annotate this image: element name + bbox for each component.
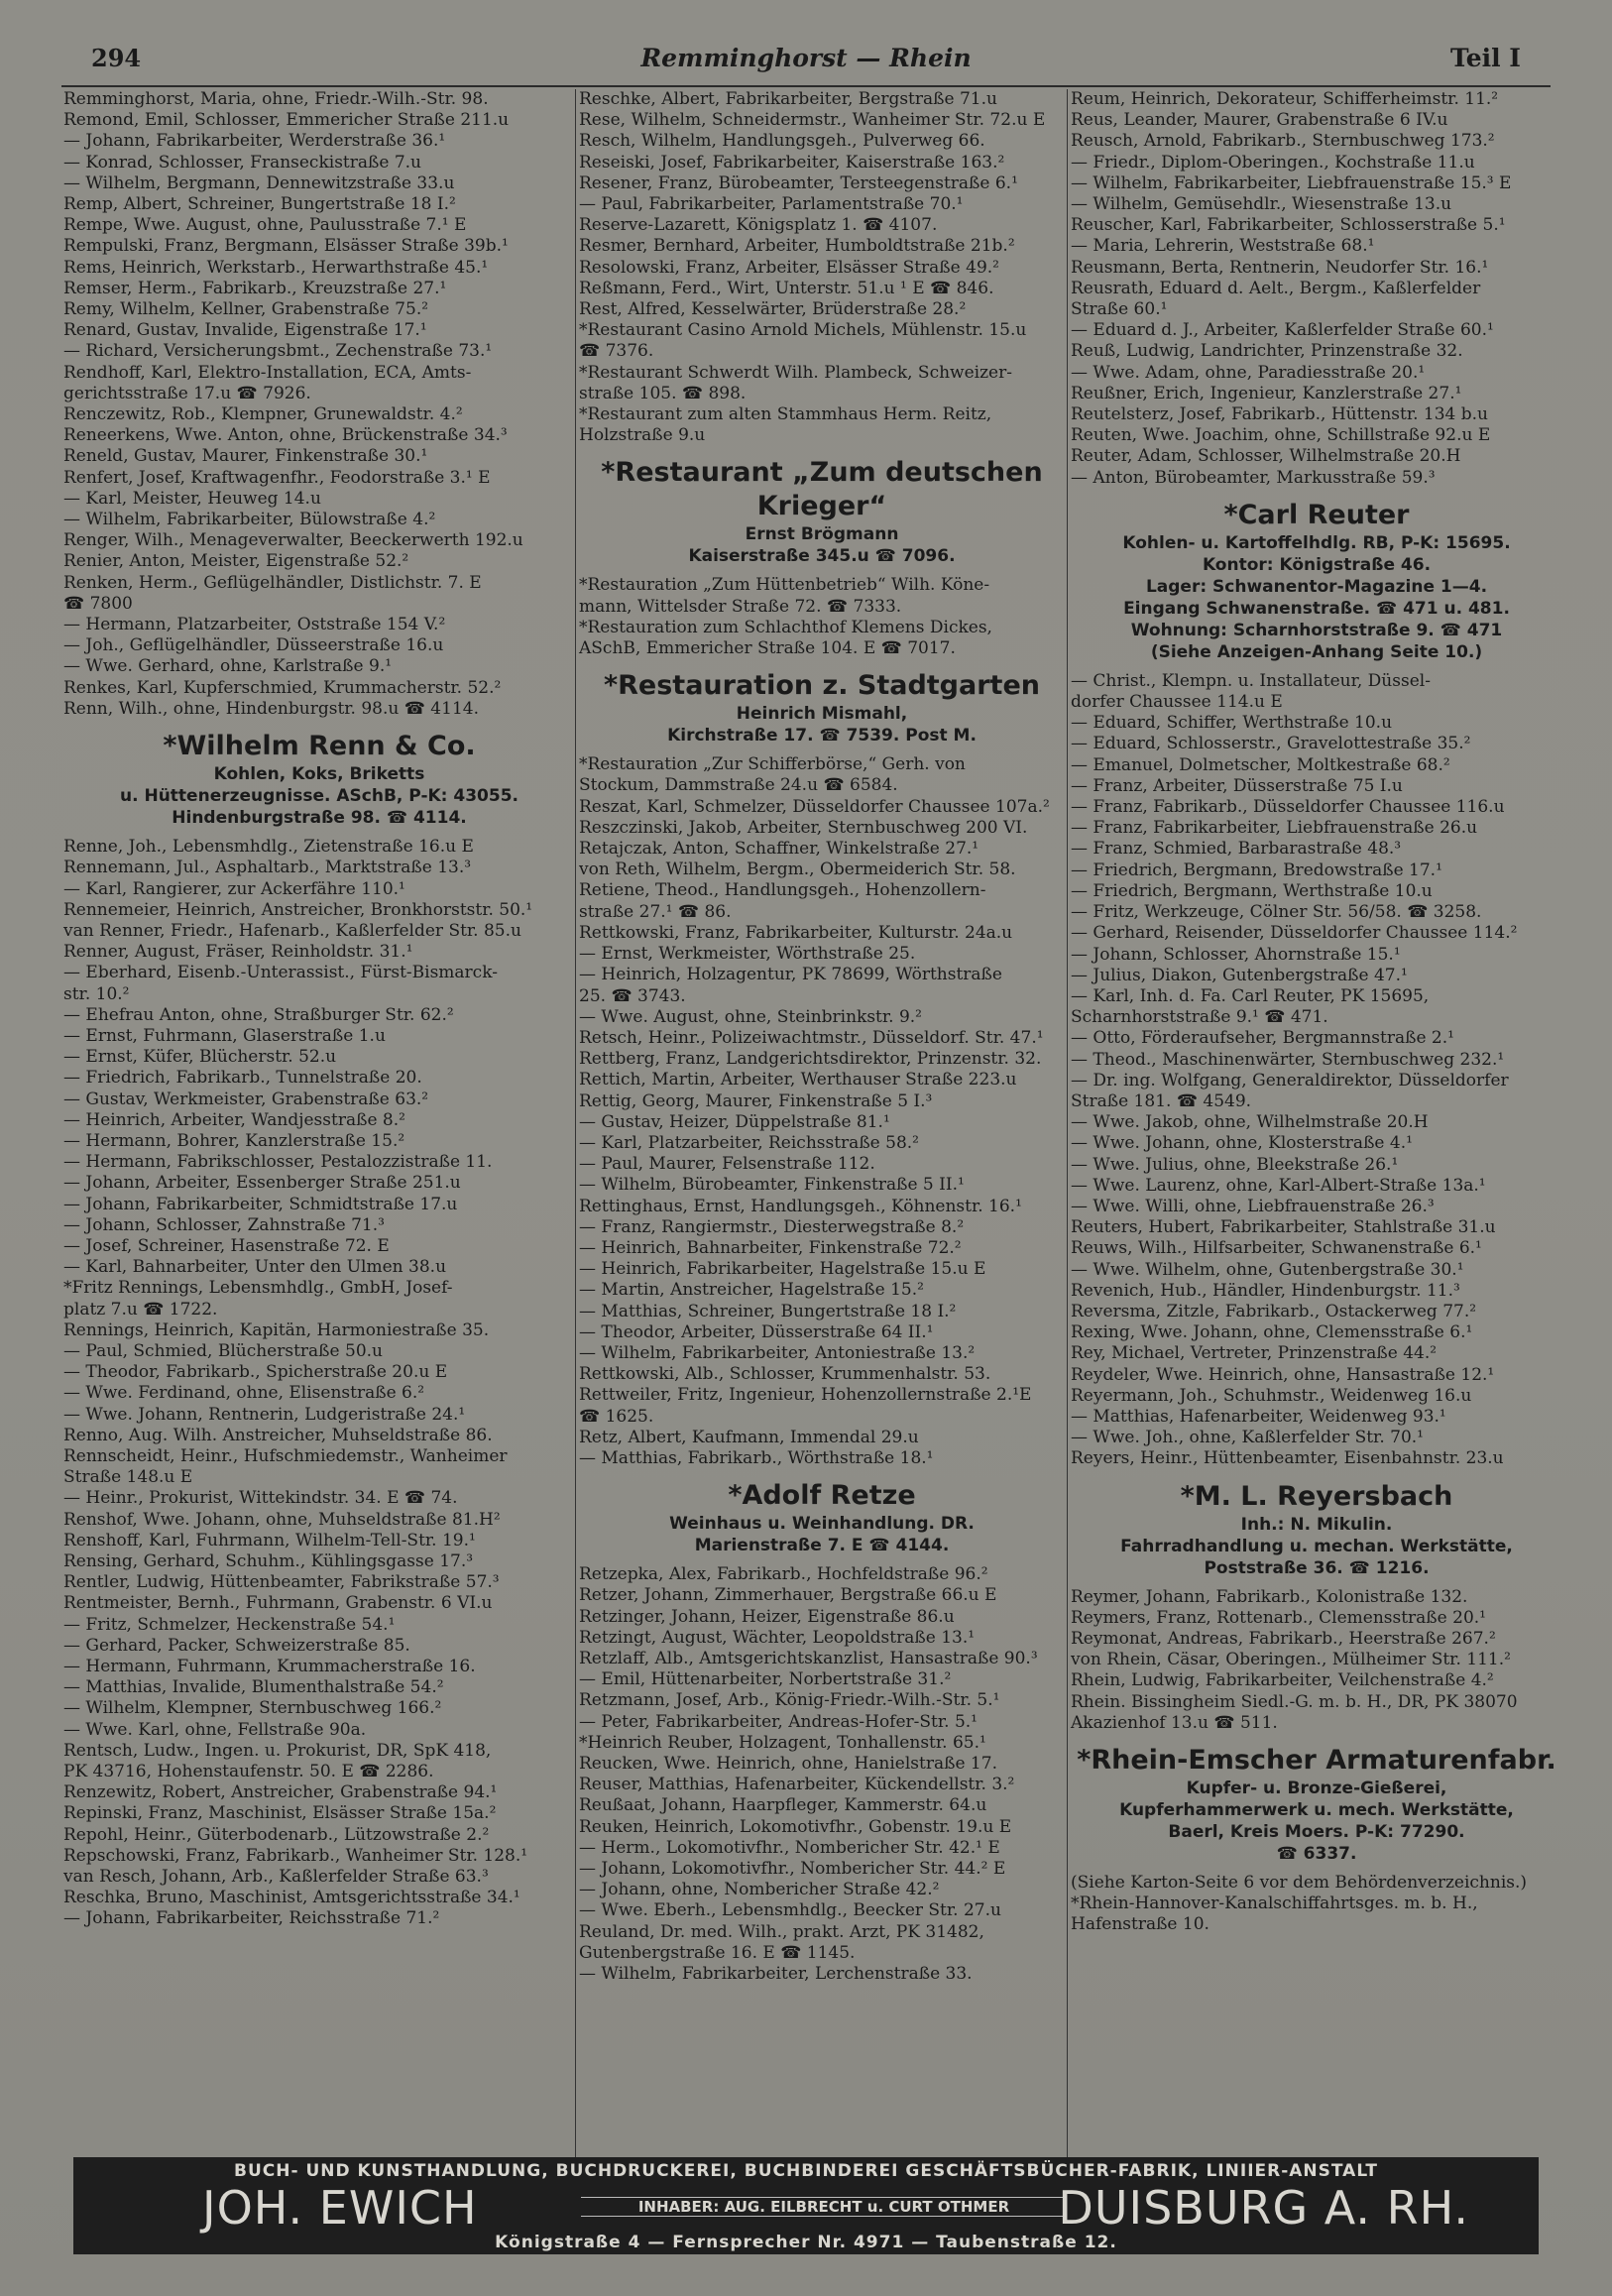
advertisement-line: u. Hüttenerzeugnisse. ASchB, P-K: 43055. xyxy=(120,786,518,807)
advertisement-box xyxy=(577,456,1067,567)
directory-entry: — Johann, Schlosser, Ahornstraße 15.¹ xyxy=(1071,944,1401,965)
directory-entry: — Hermann, Platzarbeiter, Oststraße 154 V.² xyxy=(63,615,446,635)
advertisement-line: Kohlen, Koks, Briketts xyxy=(213,764,425,785)
directory-entry: — Wwe. Adam, ohne, Paradiesstraße 20.¹ xyxy=(1071,362,1426,383)
advertisement-line: Heinrich Mismahl, xyxy=(736,704,908,725)
directory-entry: Rettweiler, Fritz, Ingenieur, Hohenzollernstraße 2.¹E xyxy=(579,1385,1032,1406)
directory-entry: — Wwe. Karl, ohne, Fellstraße 90a. xyxy=(63,1719,367,1740)
directory-entry: Retajczak, Anton, Schaffner, Winkelstraße 27.¹ xyxy=(579,839,979,860)
directory-entry: Repschowski, Franz, Fabrikarb., Wanheimer Str. 128.¹ xyxy=(63,1845,528,1866)
directory-entry: Reus, Leander, Maurer, Grabenstraße 6 IV.u xyxy=(1071,110,1448,131)
directory-entry: Reutelsterz, Josef, Fabrikarb., Hüttenstr. 134 b.u xyxy=(1071,404,1489,425)
directory-entry: — Theodor, Fabrikarb., Spicherstraße 20.u E xyxy=(63,1362,448,1383)
directory-entry: — Karl, Inh. d. Fa. Carl Reuter, PK 15695, xyxy=(1071,985,1430,1006)
directory-entry: — Hermann, Fuhrmann, Krummacherstraße 16. xyxy=(63,1657,476,1677)
directory-entry: — Dr. ing. Wolfgang, Generaldirektor, Düsseldorfer xyxy=(1071,1070,1509,1091)
directory-entry: — Karl, Bahnarbeiter, Unter den Ulmen 38.u xyxy=(63,1257,447,1278)
directory-entry: — Heinrich, Bahnarbeiter, Finkenstraße 72.² xyxy=(579,1237,962,1258)
advertisement-line: Kirchstraße 17. ☎ 7539. Post M. xyxy=(667,726,977,746)
directory-entry: — Heinrich, Arbeiter, Wandjesstraße 8.² xyxy=(63,1109,405,1130)
directory-entry: — Franz, Fabrikarbeiter, Liebfrauenstraße 26.u xyxy=(1071,818,1478,839)
directory-entry: Rettkowski, Alb., Schlosser, Krummenhalstr. 53. xyxy=(579,1364,991,1385)
directory-entry: *Restaurant Casino Arnold Michels, Mühlenstr. 15.u xyxy=(579,320,1027,341)
directory-entry: Renken, Herm., Geflügelhändler, Distlichstr. 7. E xyxy=(63,572,482,593)
advertisement-title: *Restaurant „Zum deutschen Krieger“ xyxy=(601,457,1043,522)
advertisement-box xyxy=(577,1479,1067,1556)
directory-entry: Reuws, Wilh., Hilfsarbeiter, Schwanenstraße 6.¹ xyxy=(1071,1238,1482,1259)
advertisement-box xyxy=(1069,1480,1564,1579)
directory-entry: — Wwe. Jakob, ohne, Wilhelmstraße 20.H xyxy=(1071,1112,1429,1133)
directory-entry: Reuken, Heinrich, Lokomotivfhr., Gobenstr. 19.u E xyxy=(579,1816,1012,1837)
advertisement-line: Lager: Schwanentor-Magazine 1—4. xyxy=(1145,576,1488,597)
page-title: Remminghorst — Rhein xyxy=(640,44,972,72)
directory-entry: Reydeler, Wwe. Heinrich, ohne, Hansastraße 12.¹ xyxy=(1071,1364,1495,1385)
directory-entry: dorfer Chaussee 114.u E xyxy=(1071,692,1283,713)
directory-entry: Rettberg, Franz, Landgerichtsdirektor, Prinzenstr. 32. xyxy=(579,1049,1042,1070)
directory-entry: Reyermann, Joh., Schuhmstr., Weidenweg 16.u xyxy=(1071,1385,1472,1406)
directory-entry: — Konrad, Schlosser, Franseckistraße 7.u xyxy=(63,152,422,172)
directory-entry: ☎ 7376. xyxy=(579,341,654,362)
directory-entry: Renshof, Wwe. Johann, ohne, Muhseldstraße 81.H² xyxy=(63,1509,501,1530)
directory-entry: Rennscheidt, Heinr., Hufschmiedemstr., Wanheimer xyxy=(63,1445,508,1466)
directory-entry: Rennings, Heinrich, Kapitän, Harmoniestraße 35. xyxy=(63,1320,490,1340)
directory-entry: *Restauration zum Schlachthof Klemens Dickes, xyxy=(579,617,992,637)
directory-entry: Straße 60.¹ xyxy=(1071,299,1168,320)
directory-entry: platz 7.u ☎ 1722. xyxy=(63,1299,218,1320)
advertisement-title: *M. L. Reyersbach xyxy=(1180,1480,1453,1512)
directory-entry: — Franz, Fabrikarb., Düsseldorfer Chaussee 116.u xyxy=(1071,797,1505,818)
directory-entry: Reuscher, Karl, Fabrikarbeiter, Schlosserstraße 5.¹ xyxy=(1071,215,1506,236)
directory-entry: Rhein. Bissingheim Siedl.-G. m. b. H., DR, PK 38070 xyxy=(1071,1691,1518,1712)
directory-entry: Reszczinski, Jakob, Arbeiter, Sternbuschweg 200 VI. xyxy=(579,817,1028,838)
directory-entry: — Wilhelm, Fabrikarbeiter, Liebfrauenstraße 15.³ E xyxy=(1071,172,1512,193)
directory-entry: Rennemann, Jul., Asphaltarb., Marktstraße 13.³ xyxy=(63,858,472,878)
directory-entry: — Paul, Schmied, Blücherstraße 50.u xyxy=(63,1340,383,1361)
directory-entry: Rentler, Ludwig, Hüttenbeamter, Fabrikstraße 57.³ xyxy=(63,1572,500,1593)
directory-entry: — Heinrich, Fabrikarbeiter, Hagelstraße 15.u E xyxy=(579,1259,986,1280)
advertisement-line: Kohlen- u. Kartoffelhdlg. RB, P-K: 15695. xyxy=(1122,532,1511,553)
column-1 xyxy=(61,89,577,2151)
advertisement-line: Kaiserstraße 345.u ☎ 7096. xyxy=(688,546,956,567)
directory-entry: — Paul, Maurer, Felsenstraße 112. xyxy=(579,1154,875,1175)
directory-entry: Reuser, Matthias, Hafenarbeiter, Kückendellstr. 3.² xyxy=(579,1775,1015,1795)
directory-entry: von Rhein, Cäsar, Oberingen., Mülheimer Str. 111.² xyxy=(1071,1650,1511,1670)
directory-entry: Renne, Joh., Lebensmhdlg., Zietenstraße 16.u E xyxy=(63,837,474,858)
directory-entry: — Wwe. Ferdinand, ohne, Elisenstraße 6.² xyxy=(63,1383,425,1404)
directory-entry: — Karl, Platzarbeiter, Reichsstraße 58.² xyxy=(579,1132,919,1153)
directory-entry: — Wilhelm, Fabrikarbeiter, Lerchenstraße 33. xyxy=(579,1964,973,1985)
footer-services: BUCH- UND KUNSTHANDLUNG, BUCHDRUCKEREI, BUCHBINDEREI GESCHÄFTSBÜCHER-FABRIK, LINIIER-ANSTALT xyxy=(234,2161,1378,2181)
directory-entry: — Matthias, Invalide, Blumenthalstraße 54.² xyxy=(63,1677,444,1698)
directory-entry: — Karl, Meister, Heuweg 14.u xyxy=(63,488,321,509)
directory-entry: Rennemeier, Heinrich, Anstreicher, Bronkhorststr. 50.¹ xyxy=(63,899,533,920)
directory-entry: — Richard, Versicherungsbmt., Zechenstraße 73.¹ xyxy=(63,341,493,362)
directory-entry: Reuter, Adam, Schlosser, Wilhelmstraße 20.H xyxy=(1071,446,1461,467)
directory-entry: Retzer, Johann, Zimmerhauer, Bergstraße 66.u E xyxy=(579,1585,997,1606)
directory-entry: — Ernst, Küfer, Blücherstr. 52.u xyxy=(63,1047,337,1068)
directory-entry: Reseiski, Josef, Fabrikarbeiter, Kaiserstraße 163.² xyxy=(579,152,1005,172)
directory-entry: Renfert, Josef, Kraftwagenfhr., Feodorstraße 3.¹ E xyxy=(63,467,491,488)
directory-entry: — Otto, Förderaufseher, Bergmannstraße 2.¹ xyxy=(1071,1028,1454,1049)
directory-entry: Resener, Franz, Bürobeamter, Tersteegenstraße 6.¹ xyxy=(579,172,1018,193)
directory-entry: Scharnhorststraße 9.¹ ☎ 471. xyxy=(1071,1007,1328,1028)
advertisement-line: Hindenburgstraße 98. ☎ 4114. xyxy=(172,808,467,829)
directory-entry: van Resch, Johann, Arb., Kaßlerfelder Straße 63.³ xyxy=(63,1867,489,1888)
directory-entry: ASchB, Emmericher Straße 104. E ☎ 7017. xyxy=(579,638,956,659)
directory-entry: — Wwe. Johann, Rentnerin, Ludgeristraße 24.¹ xyxy=(63,1404,466,1425)
advertisement-line: Ernst Brögmann xyxy=(745,524,899,545)
directory-entry: Reszat, Karl, Schmelzer, Düsseldorfer Chaussee 107a.² xyxy=(579,796,1050,817)
advertisement-line: Eingang Schwanenstraße. ☎ 471 u. 481. xyxy=(1123,598,1510,619)
directory-entry: Renno, Aug. Wilh. Anstreicher, Muhseldstraße 86. xyxy=(63,1425,493,1445)
directory-entry: Rems, Heinrich, Werkstarb., Herwarthstraße 45.¹ xyxy=(63,257,489,278)
directory-entry: Retzingt, August, Wächter, Leopoldstraße 13.¹ xyxy=(579,1627,976,1648)
advertisement-box xyxy=(577,669,1067,746)
directory-entry: — Gustav, Werkmeister, Grabenstraße 63.² xyxy=(63,1089,429,1109)
directory-entry: — Fritz, Schmelzer, Heckenstraße 54.¹ xyxy=(63,1614,396,1635)
directory-entry: — Fritz, Werkzeuge, Cölner Str. 56/58. ☎ 3258. xyxy=(1071,902,1482,923)
directory-entry: Straße 181. ☎ 4549. xyxy=(1071,1091,1252,1111)
directory-entry: — Johann, Fabrikarbeiter, Werderstraße 36.¹ xyxy=(63,131,446,152)
directory-entry: Retzinger, Johann, Heizer, Eigenstraße 86.u xyxy=(579,1606,955,1627)
directory-entry: — Johann, Schlosser, Zahnstraße 71.³ xyxy=(63,1214,385,1235)
directory-entry: str. 10.² xyxy=(63,983,130,1004)
directory-entry: Rhein, Ludwig, Fabrikarbeiter, Veilchenstraße 4.² xyxy=(1071,1670,1494,1691)
directory-entry: mann, Wittelsder Straße 72. ☎ 7333. xyxy=(579,596,902,617)
directory-entry: — Ehefrau Anton, ohne, Straßburger Str. 62.² xyxy=(63,1004,454,1025)
advertisement-line: Kupfer- u. Bronze-Gießerei, xyxy=(1186,1779,1447,1798)
directory-entry: Reucken, Wwe. Heinrich, ohne, Hanielstraße 17. xyxy=(579,1754,997,1774)
directory-entry: — Friedrich, Fabrikarb., Tunnelstraße 20. xyxy=(63,1068,422,1089)
directory-entry: — Friedr., Diplom-Oberingen., Kochstraße 11.u xyxy=(1071,152,1475,172)
directory-entry: — Friedrich, Bergmann, Bredowstraße 17.¹ xyxy=(1071,860,1442,880)
advertisement-title: *Adolf Retze xyxy=(728,1480,916,1512)
directory-entry: — Heinrich, Holzagentur, PK 78699, Wörthstraße xyxy=(579,965,1002,985)
directory-entry: 25. ☎ 3743. xyxy=(579,985,686,1006)
directory-entry: — Gustav, Heizer, Düppelstraße 81.¹ xyxy=(579,1111,890,1132)
directory-entry: — Eduard, Schlosserstr., Gravelottestraße 35.² xyxy=(1071,734,1471,754)
directory-entry: — Wwe. Gerhard, ohne, Karlstraße 9.¹ xyxy=(63,656,393,677)
directory-entry: Renner, August, Fräser, Reinholdstr. 31.¹ xyxy=(63,942,413,963)
directory-entry: Reneld, Gustav, Maurer, Finkenstraße 30.¹ xyxy=(63,446,428,467)
advertisement-title: *Wilhelm Renn & Co. xyxy=(163,731,476,762)
directory-entry: — Hermann, Bohrer, Kanzlerstraße 15.² xyxy=(63,1130,405,1151)
advertisement-line: Kupferhammerwerk u. mech. Werkstätte, xyxy=(1119,1800,1514,1820)
directory-entry: Renshoff, Karl, Fuhrmann, Wilhelm-Tell-Str. 19.¹ xyxy=(63,1530,476,1550)
directory-entry: Rey, Michael, Vertreter, Prinzenstraße 44.² xyxy=(1071,1343,1438,1364)
section-label: Teil I xyxy=(1449,44,1521,72)
directory-entry: — Ernst, Werkmeister, Wörthstraße 25. xyxy=(579,944,916,965)
directory-entry: Rentsch, Ludw., Ingen. u. Prokurist, DR, SpK 418, xyxy=(63,1740,492,1761)
directory-entry: Retz, Albert, Kaufmann, Immendal 29.u xyxy=(579,1427,919,1447)
directory-entry: Rempulski, Franz, Bergmann, Elsässer Straße 39b.¹ xyxy=(63,236,509,257)
directory-entry: Reuters, Hubert, Fabrikarbeiter, Stahlstraße 31.u xyxy=(1071,1217,1496,1238)
advertisement-line: Inh.: N. Mikulin. xyxy=(1240,1514,1393,1535)
directory-entry: Renger, Wilh., Menageverwalter, Beeckerwerth 192.u xyxy=(63,530,523,551)
directory-entry: gerichtsstraße 17.u ☎ 7926. xyxy=(63,383,311,403)
directory-entry: Rexing, Wwe. Johann, ohne, Clemensstraße 6.¹ xyxy=(1071,1322,1473,1343)
directory-entry: — Eberhard, Eisenb.-Unterassist., Fürst-Bismarck- xyxy=(63,963,498,983)
directory-entry: Gutenbergstraße 16. E ☎ 1145. xyxy=(579,1942,856,1963)
directory-entry: Renkes, Karl, Kupferschmied, Krummacherstr. 52.² xyxy=(63,677,502,698)
directory-entry: Holzstraße 9.u xyxy=(579,425,706,446)
directory-entry: — Franz, Rangiermstr., Diesterwegstraße 8.² xyxy=(579,1216,965,1237)
directory-entry: — Wilhelm, Fabrikarbeiter, Bülowstraße 4.² xyxy=(63,510,436,530)
directory-entry: Revenich, Hub., Händler, Hindenburgstr. 11.³ xyxy=(1071,1280,1460,1301)
directory-entry: Retsch, Heinr., Polizeiwachtmstr., Düsseldorf. Str. 47.¹ xyxy=(579,1027,1044,1048)
directory-entry: — Theodor, Arbeiter, Düsserstraße 64 II.¹ xyxy=(579,1321,934,1342)
directory-entry: Reversma, Zitzle, Fabrikarb., Ostackerweg 77.² xyxy=(1071,1301,1477,1321)
directory-entry: — Franz, Schmied, Barbarastraße 48.³ xyxy=(1071,839,1402,860)
directory-entry: — Wilhelm, Bürobeamter, Finkenstraße 5 II.¹ xyxy=(579,1175,965,1196)
directory-entry: Retzepka, Alex, Fabrikarb., Hochfeldstraße 96.² xyxy=(579,1564,988,1585)
directory-entry: — Matthias, Fabrikarb., Wörthstraße 18.¹ xyxy=(579,1447,934,1468)
directory-entry: — Paul, Fabrikarbeiter, Parlamentstraße 70.¹ xyxy=(579,194,964,215)
directory-entry: Rendhoff, Karl, Elektro-Installation, ECA, Amts- xyxy=(63,362,472,383)
directory-entry: — Peter, Fabrikarbeiter, Andreas-Hofer-Str. 5.¹ xyxy=(579,1711,978,1732)
directory-entry: Stockum, Dammstraße 24.u ☎ 6584. xyxy=(579,775,898,796)
directory-entry: — Karl, Rangierer, zur Ackerfähre 110.¹ xyxy=(63,878,405,899)
directory-entry: — Herm., Lokomotivfhr., Nombericher Str. 42.¹ E xyxy=(579,1837,1000,1858)
directory-entry: Resolowski, Franz, Arbeiter, Elsässer Straße 49.² xyxy=(579,257,999,278)
header-rule xyxy=(61,85,1551,87)
directory-entry: — Anton, Bürobeamter, Markusstraße 59.³ xyxy=(1071,467,1436,488)
directory-entry: Reschke, Albert, Fabrikarbeiter, Bergstraße 71.u xyxy=(579,89,997,109)
directory-entry: — Johann, Arbeiter, Essenberger Straße 251.u xyxy=(63,1173,461,1194)
directory-entry: Akazienhof 13.u ☎ 511. xyxy=(1071,1712,1278,1733)
directory-entry: Rempe, Wwe. August, ohne, Paulusstraße 7.¹ E xyxy=(63,215,467,236)
directory-entry: — Matthias, Schreiner, Bungertstraße 18 I.² xyxy=(579,1301,957,1321)
advertisement-line: Wohnung: Scharnhorststraße 9. ☎ 471 xyxy=(1130,620,1503,640)
directory-entry: Renard, Gustav, Invalide, Eigenstraße 17.¹ xyxy=(63,320,427,341)
directory-entry: — Eduard d. J., Arbeiter, Kaßlerfelder Straße 60.¹ xyxy=(1071,320,1494,341)
directory-entry: Repohl, Heinr., Güterbodenarb., Lützowstraße 2.² xyxy=(63,1824,490,1845)
directory-entry: Rest, Alfred, Kesselwärter, Brüderstraße 28.² xyxy=(579,299,967,320)
directory-entry: — Eduard, Schiffer, Werthstraße 10.u xyxy=(1071,713,1393,734)
advertisement-title: *Carl Reuter xyxy=(1223,499,1410,530)
directory-entry: PK 43716, Hohenstaufenstr. 50. E ☎ 2286. xyxy=(63,1762,434,1782)
directory-entry: — Wwe. Joh., ohne, Kaßlerfelder Str. 70.¹ xyxy=(1071,1428,1424,1448)
directory-entry: — Maria, Lehrerin, Weststraße 68.¹ xyxy=(1071,236,1375,257)
directory-entry: Reußner, Erich, Ingenieur, Kanzlerstraße 27.¹ xyxy=(1071,383,1462,403)
directory-entry: — Hermann, Fabrikschlosser, Pestalozzistraße 11. xyxy=(63,1152,493,1173)
directory-entry: — Wilhelm, Klempner, Sternbuschweg 166.² xyxy=(63,1698,442,1719)
directory-entry: — Theod., Maschinenwärter, Sternbuschweg 232.¹ xyxy=(1071,1049,1505,1070)
directory-entry: Reymers, Franz, Rottenarb., Clemensstraße 20.¹ xyxy=(1071,1607,1486,1628)
directory-entry: *Heinrich Reuber, Holzagent, Tonhallenstr. 65.¹ xyxy=(579,1732,986,1753)
advertisement-line: Poststraße 36. ☎ 1216. xyxy=(1204,1557,1430,1578)
directory-entry: *Restauration „Zur Schifferbörse,“ Gerh. von xyxy=(579,754,966,775)
directory-entry: Reußaat, Johann, Haarpfleger, Kammerstr. 64.u xyxy=(579,1795,987,1816)
column-3 xyxy=(1069,89,1564,2151)
advertisement-line: Marienstraße 7. E ☎ 4144. xyxy=(694,1536,950,1556)
directory-entry: — Matthias, Hafenarbeiter, Weidenweg 93.¹ xyxy=(1071,1406,1446,1427)
directory-entry: Reyers, Heinr., Hüttenbeamter, Eisenbahnstr. 23.u xyxy=(1071,1448,1504,1469)
directory-entry: — Wwe. Johann, ohne, Klosterstraße 4.¹ xyxy=(1071,1133,1413,1154)
directory-entry: — Emanuel, Dolmetscher, Moltkestraße 68.² xyxy=(1071,754,1450,775)
directory-entry: Remp, Albert, Schreiner, Bungertstraße 18 I.² xyxy=(63,194,456,215)
directory-entry: Renn, Wilh., ohne, Hindenburgstr. 98.u ☎ 4114. xyxy=(63,698,479,719)
footer-firm-name: JOH. EWICH xyxy=(202,2181,478,2235)
directory-entry: — Julius, Diakon, Gutenbergstraße 47.¹ xyxy=(1071,965,1408,985)
directory-entry: Reusch, Arnold, Fabrikarb., Sternbuschweg 173.² xyxy=(1071,131,1495,152)
advertisement-line: ☎ 6337. xyxy=(1276,1844,1357,1864)
directory-entry: *Rhein-Hannover-Kanalschiffahrtsges. m. b. H., xyxy=(1071,1894,1478,1914)
footer-city: DUISBURG A. RH. xyxy=(1058,2181,1469,2235)
directory-entry: — Emil, Hüttenarbeiter, Norbertstraße 31.² xyxy=(579,1669,952,1690)
directory-entry: (Siehe Karton-Seite 6 vor dem Behördenverzeichnis.) xyxy=(1071,1873,1528,1893)
directory-entry: Rettinghaus, Ernst, Handlungsgeh., Köhnenstr. 16.¹ xyxy=(579,1196,1022,1216)
directory-entry: — Gerhard, Reisender, Düsseldorfer Chaussee 114.² xyxy=(1071,923,1518,944)
directory-entry: — Wwe. Julius, ohne, Bleekstraße 26.¹ xyxy=(1071,1154,1399,1175)
directory-entry: Resch, Wilhelm, Handlungsgeh., Pulverweg 66. xyxy=(579,131,985,152)
directory-entry: straße 105. ☎ 898. xyxy=(579,383,747,403)
directory-entry: Renczewitz, Rob., Klempner, Grunewaldstr. 4.² xyxy=(63,404,463,425)
directory-entry: Rentmeister, Bernh., Fuhrmann, Grabenstr. 6 VI.u xyxy=(63,1593,493,1614)
directory-entry: ☎ 7800 xyxy=(63,593,133,614)
directory-entry: — Johann, Fabrikarbeiter, Reichsstraße 71.² xyxy=(63,1908,440,1929)
directory-entry: Reuten, Wwe. Joachim, ohne, Schillstraße 92.u E xyxy=(1071,425,1491,446)
directory-entry: Reuland, Dr. med. Wilh., prakt. Arzt, PK 31482, xyxy=(579,1921,984,1942)
directory-entry: — Wilhelm, Fabrikarbeiter, Antoniestraße 13.² xyxy=(579,1342,976,1363)
directory-entry: Rettich, Martin, Arbeiter, Werthauser Straße 223.u xyxy=(579,1070,1017,1091)
directory-entry: Hafenstraße 10. xyxy=(1071,1914,1209,1935)
page-header xyxy=(91,44,1521,83)
directory-entry: Remy, Wilhelm, Kellner, Grabenstraße 75.² xyxy=(63,299,429,320)
directory-entry: Rensing, Gerhard, Schuhm., Kühlingsgasse 17.³ xyxy=(63,1551,474,1571)
directory-entry: van Renner, Friedr., Hafenarb., Kaßlerfelder Str. 85.u xyxy=(63,920,521,941)
directory-entry: — Martin, Anstreicher, Hagelstraße 15.² xyxy=(579,1280,924,1301)
directory-entry: Resmer, Bernhard, Arbeiter, Humboldtstraße 21b.² xyxy=(579,236,1015,257)
directory-entry: Straße 148.u E xyxy=(63,1467,193,1488)
directory-entry: Reserve-Lazarett, Königsplatz 1. ☎ 4107. xyxy=(579,215,938,236)
advertisement-line: (Siehe Anzeigen-Anhang Seite 10.) xyxy=(1150,641,1483,662)
directory-entry: Reymer, Johann, Fabrikarb., Kolonistraße 132. xyxy=(1071,1586,1468,1607)
advertisement-line: Weinhaus u. Weinhandlung. DR. xyxy=(669,1514,975,1535)
directory-entry: ☎ 1625. xyxy=(579,1406,654,1427)
directory-entry: *Restaurant Schwerdt Wilh. Plambeck, Schweizer- xyxy=(579,362,1012,383)
directory-entry: — Josef, Schreiner, Hasenstraße 72. E xyxy=(63,1235,390,1256)
directory-entry: Remminghorst, Maria, ohne, Friedr.-Wilh.-Str. 98. xyxy=(63,89,489,109)
directory-entry: Remond, Emil, Schlosser, Emmericher Straße 211.u xyxy=(63,110,510,131)
column-2 xyxy=(577,89,1067,2151)
directory-entry: von Reth, Wilhelm, Bergm., Obermeiderich Str. 58. xyxy=(579,860,1016,880)
directory-entry: Renzewitz, Robert, Anstreicher, Grabenstraße 94.¹ xyxy=(63,1782,498,1803)
directory-entry: *Fritz Rennings, Lebensmhdlg., GmbH, Josef- xyxy=(63,1278,453,1299)
directory-entry: Rettkowski, Franz, Fabrikarbeiter, Kulturstr. 24a.u xyxy=(579,922,1013,943)
directory-entry: Reum, Heinrich, Dekorateur, Schifferheimstr. 11.² xyxy=(1071,89,1499,109)
footer-address: Königstraße 4 — Fernsprecher Nr. 4971 — Taubenstraße 12. xyxy=(495,2233,1117,2252)
directory-entry: Retiene, Theod., Handlungsgeh., Hohenzollern- xyxy=(579,880,986,901)
directory-entry: Reusrath, Eduard d. Aelt., Bergm., Kaßlerfelder xyxy=(1071,278,1481,298)
directory-entry: — Friedrich, Bergmann, Werthstraße 10.u xyxy=(1071,880,1433,901)
directory-entry: Reusmann, Berta, Rentnerin, Neudorfer Str. 16.¹ xyxy=(1071,257,1489,278)
directory-entry: — Wwe. Eberh., Lebensmhdlg., Beecker Str. 27.u xyxy=(579,1900,1001,1921)
advertisement-box xyxy=(1069,1744,1564,1865)
advertisement-title: *Rhein-Emscher Armaturenfabr. xyxy=(1077,1745,1556,1776)
page-number: 294 xyxy=(91,44,142,72)
directory-entry: Rese, Wilhelm, Schneidermstr., Wanheimer Str. 72.u E xyxy=(579,110,1046,131)
directory-entry: straße 27.¹ ☎ 86. xyxy=(579,901,732,922)
directory-entry: — Wwe. Wilhelm, ohne, Gutenbergstraße 30.¹ xyxy=(1071,1259,1464,1280)
advertisement-box xyxy=(61,730,577,829)
advertisement-title: *Restauration z. Stadtgarten xyxy=(604,670,1040,702)
directory-entry: Renier, Anton, Meister, Eigenstraße 52.² xyxy=(63,551,409,572)
directory-entry: — Christ., Klempn. u. Installateur, Düssel- xyxy=(1071,670,1431,691)
directory-entry: Reuß, Ludwig, Landrichter, Prinzenstraße 32. xyxy=(1071,341,1463,362)
directory-entry: — Franz, Arbeiter, Düsserstraße 75 I.u xyxy=(1071,775,1403,796)
directory-entry: Retzmann, Josef, Arb., König-Friedr.-Wilh.-Str. 5.¹ xyxy=(579,1690,1000,1711)
directory-entry: Reschka, Bruno, Maschinist, Amtsgerichtsstraße 34.¹ xyxy=(63,1888,520,1908)
directory-entry: — Wwe. Willi, ohne, Liebfrauenstraße 26.³ xyxy=(1071,1196,1435,1216)
directory-entry: Reßmann, Ferd., Wirt, Unterstr. 51.u ¹ E ☎ 846. xyxy=(579,278,994,298)
directory-entry: — Johann, Lokomotivfhr., Nombericher Str. 44.² E xyxy=(579,1859,1006,1880)
directory-entry: — Ernst, Fuhrmann, Glaserstraße 1.u xyxy=(63,1025,386,1046)
footer-owners: INHABER: AUG. EILBRECHT u. CURT OTHMER xyxy=(581,2197,1067,2217)
directory-entry: — Wwe. August, ohne, Steinbrinkstr. 9.² xyxy=(579,1006,922,1027)
directory-entry: Rettig, Georg, Maurer, Finkenstraße 5 I.³ xyxy=(579,1091,933,1111)
directory-entry: — Gerhard, Packer, Schweizerstraße 85. xyxy=(63,1635,410,1656)
directory-entry: — Johann, Fabrikarbeiter, Schmidtstraße 17.u xyxy=(63,1194,458,1214)
advertisement-box xyxy=(1069,499,1564,663)
advertisement-line: Kontor: Königstraße 46. xyxy=(1202,554,1432,575)
printer-advertisement-footer xyxy=(73,2157,1539,2254)
directory-entry: — Wilhelm, Gemüsehdlr., Wiesenstraße 13.u xyxy=(1071,194,1452,215)
advertisement-line: Baerl, Kreis Moers. P-K: 77290. xyxy=(1168,1822,1465,1842)
directory-entry: Repinski, Franz, Maschinist, Elsässer Straße 15a.² xyxy=(63,1803,497,1824)
directory-entry: *Restaurant zum alten Stammhaus Herm. Reitz, xyxy=(579,404,992,425)
advertisement-line: Fahrradhandlung u. mechan. Werkstätte, xyxy=(1120,1536,1513,1556)
directory-entry: Reymonat, Andreas, Fabrikarb., Heerstraße 267.² xyxy=(1071,1628,1496,1649)
directory-entry: — Johann, ohne, Nombericher Straße 42.² xyxy=(579,1880,940,1900)
directory-entry: — Wwe. Laurenz, ohne, Karl-Albert-Straße 13a.¹ xyxy=(1071,1175,1486,1196)
directory-entry: Retzlaff, Alb., Amtsgerichtskanzlist, Hansastraße 90.³ xyxy=(579,1648,1038,1668)
directory-entry: Reneerkens, Wwe. Anton, ohne, Brückenstraße 34.³ xyxy=(63,425,508,446)
directory-entry: Remser, Herm., Fabrikarb., Kreuzstraße 27.¹ xyxy=(63,278,447,298)
directory-entry: — Joh., Geflügelhändler, Düsseerstraße 16.u xyxy=(63,635,444,656)
directory-entry: *Restauration „Zum Hüttenbetrieb“ Wilh. Köne- xyxy=(579,575,990,596)
directory-entry: — Heinr., Prokurist, Wittekindstr. 34. E ☎ 74. xyxy=(63,1488,458,1509)
directory-entry: — Wilhelm, Bergmann, Dennewitzstraße 33.u xyxy=(63,172,455,193)
column-divider xyxy=(1067,89,1068,2161)
